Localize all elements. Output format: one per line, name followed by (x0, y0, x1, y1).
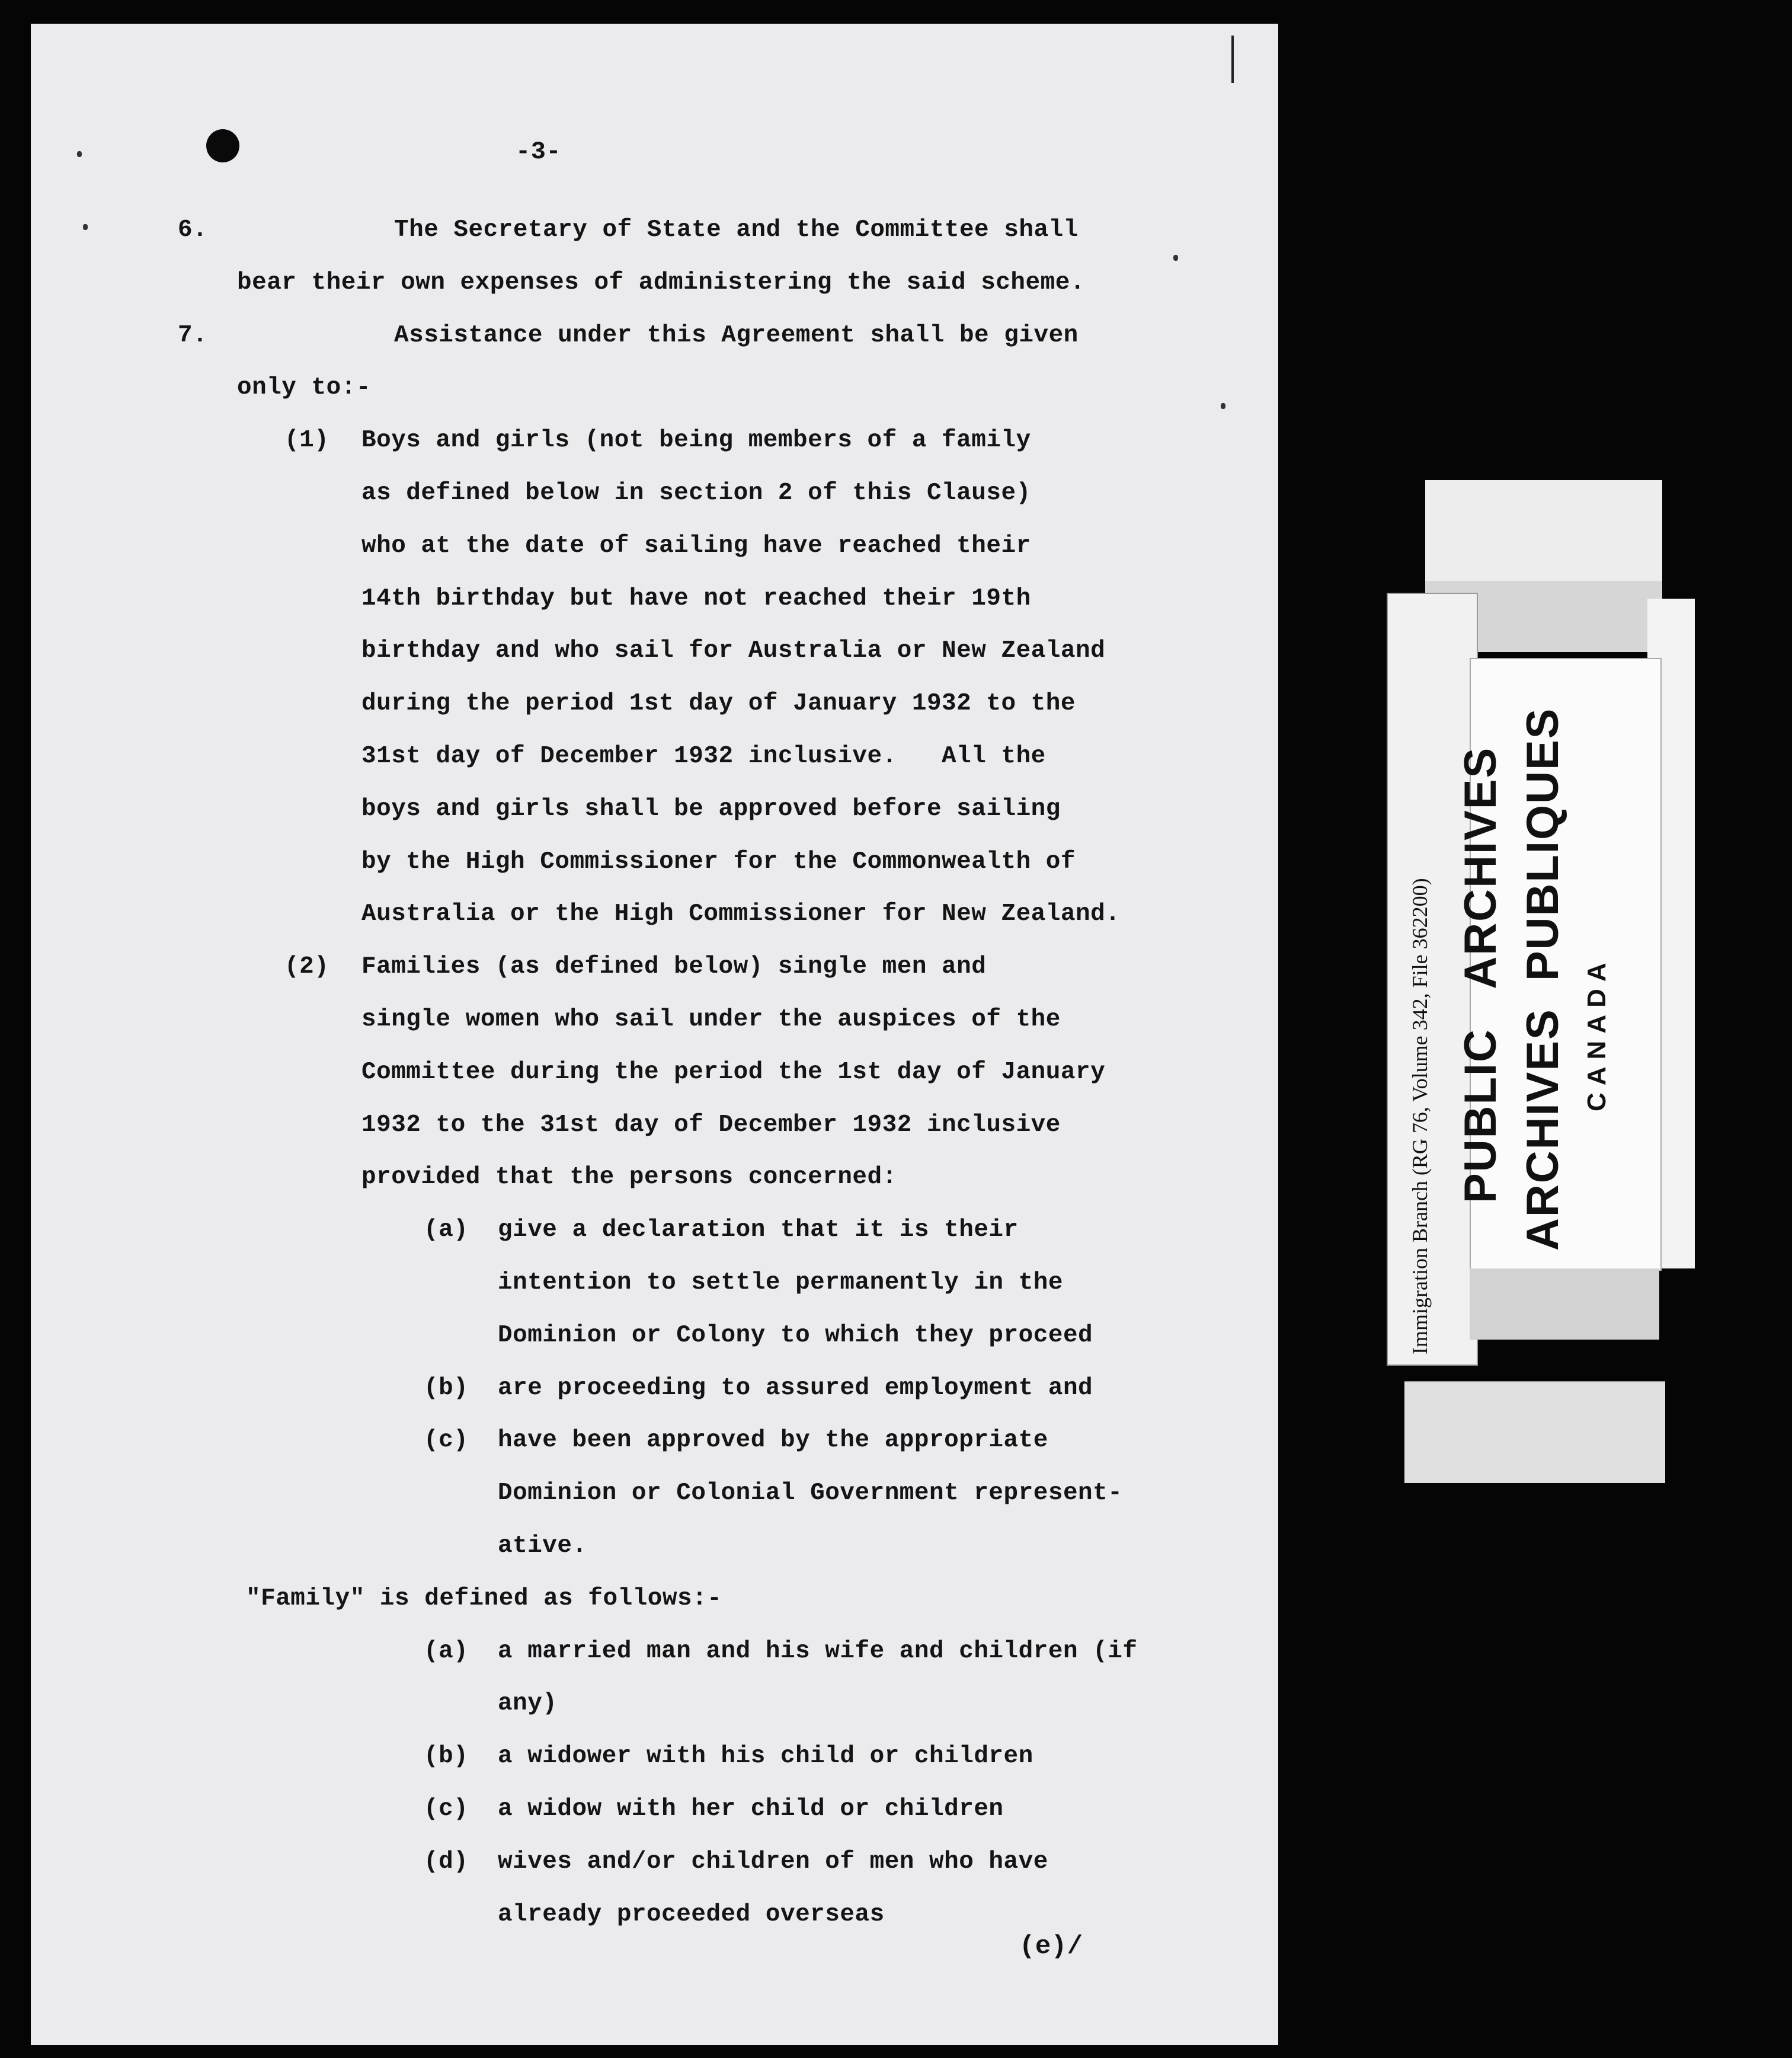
text-line: Families (as defined below) single men and (361, 953, 987, 980)
text-line: Assistance under this Agreement shall be given (394, 322, 1079, 349)
clause-number: (c) (424, 1427, 469, 1454)
text-line: single women who sail under the auspices of the (361, 1006, 1061, 1033)
label-band (1404, 1381, 1665, 1483)
clause-number: (b) (424, 1743, 469, 1770)
text-line: Dominion or Colonial Government represent- (498, 1479, 1123, 1507)
text-line: "Family" is defined as follows:- (246, 1585, 722, 1612)
clause-number: (c) (424, 1795, 469, 1823)
archive-country: CANADA (1582, 956, 1611, 1111)
text-line: The Secretary of State and the Committee shall (394, 216, 1079, 244)
label-band (1470, 1268, 1659, 1340)
page-number: -3- (516, 138, 562, 166)
text-line: only to:- (237, 374, 371, 401)
text-line: have been approved by the appropriate (498, 1427, 1048, 1454)
text-line: 31st day of December 1932 inclusive. All the (361, 743, 1046, 770)
text-line: provided that the persons concerned: (361, 1164, 897, 1191)
page-edge-mark (1231, 36, 1234, 83)
clause-number: 6. (178, 216, 208, 244)
text-line: a widow with her child or children (498, 1795, 1004, 1823)
archive-name-french: ARCHIVES PUBLIQUES (1518, 707, 1568, 1251)
text-line: as defined below in section 2 of this Clause) (361, 480, 1031, 507)
text-line: give a declaration that it is their (498, 1216, 1019, 1244)
text-line: Boys and girls (not being members of a family (361, 427, 1031, 454)
text-line: during the period 1st day of January 1932 to the (361, 690, 1076, 717)
speck (83, 224, 88, 230)
speck (77, 151, 82, 157)
text-line: already proceeded overseas (498, 1901, 885, 1928)
text-line: wives and/or children of men who have (498, 1848, 1048, 1875)
text-line: intention to settle permanently in the (498, 1269, 1063, 1296)
text-line: Dominion or Colony to which they proceed (498, 1322, 1093, 1349)
text-line: who at the date of sailing have reached their (361, 532, 1031, 560)
text-line: Committee during the period the 1st day of January (361, 1059, 1106, 1086)
clause-number: (d) (424, 1848, 469, 1875)
clause-number: (1) (284, 427, 329, 454)
clause-number: (a) (424, 1216, 469, 1244)
archive-name-english: PUBLIC ARCHIVES (1455, 746, 1506, 1203)
clause-number: (a) (424, 1638, 469, 1665)
text-line: a widower with his child or children (498, 1743, 1033, 1770)
label-band (1425, 480, 1662, 582)
catchword: (e)/ (1019, 1932, 1083, 1961)
text-line: bear their own expenses of administering the said scheme. (237, 269, 1085, 296)
clause-number: (2) (284, 953, 329, 980)
text-line: boys and girls shall be approved before sailing (361, 795, 1061, 823)
text-line: a married man and his wife and children (if (498, 1638, 1138, 1665)
text-line: by the High Commissioner for the Commonwealth of (361, 848, 1076, 875)
archive-reference: Immigration Branch (RG 76, Volume 342, File 362200) (1408, 878, 1432, 1354)
text-line: 1932 to the 31st day of December 1932 inclusive (361, 1111, 1061, 1139)
text-line: Australia or the High Commissioner for New Zealand. (361, 900, 1121, 928)
clause-number: 7. (178, 322, 208, 349)
text-line: 14th birthday but have not reached their 19th (361, 585, 1031, 612)
text-line: are proceeding to assured employment and (498, 1375, 1093, 1402)
speck (1173, 255, 1178, 261)
clause-number: (b) (424, 1375, 469, 1402)
punch-hole (206, 129, 239, 162)
speck (1221, 403, 1225, 409)
text-line: ative. (498, 1532, 587, 1560)
text-line: birthday and who sail for Australia or New Zealand (361, 637, 1106, 664)
text-line: any) (498, 1690, 558, 1717)
